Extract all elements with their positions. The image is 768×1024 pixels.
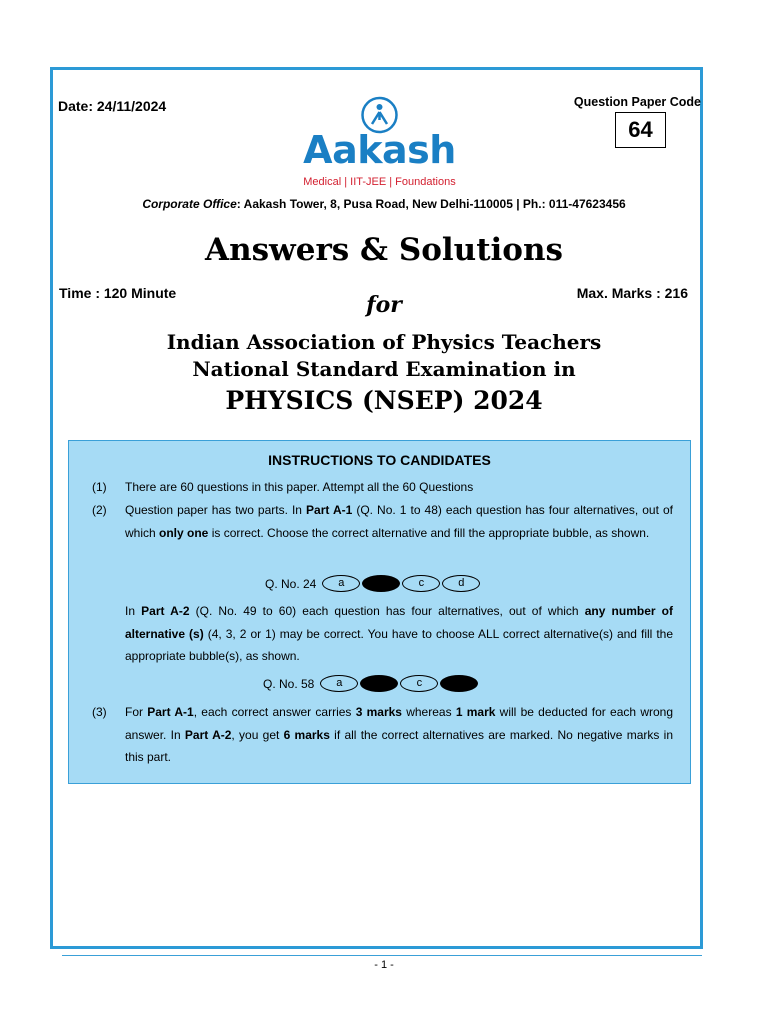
time-duration: Time : 120 Minute [59, 285, 177, 301]
exam-name: PHYSICS (NSEP) 2024 [225, 386, 543, 415]
bubble-a: a [320, 675, 358, 692]
page-title: Answers & Solutions [205, 232, 563, 268]
instructions-box [68, 440, 691, 784]
bubble-d: d [442, 575, 480, 592]
instructions-heading: INSTRUCTIONS TO CANDIDATES [268, 452, 491, 468]
organization-line-1: Indian Association of Physics Teachers [166, 330, 602, 354]
for-text: for [366, 292, 402, 318]
page-number: - 1 - [374, 959, 394, 971]
corporate-office [0, 197, 768, 211]
question-paper-code: 64 [615, 112, 666, 148]
instruction-1: There are 60 questions in this paper. Attempt all the 60 Questions [125, 480, 474, 494]
aakash-logo [298, 94, 461, 192]
example-q58 [263, 675, 478, 692]
question-paper-code-label: Question Paper Code [573, 95, 701, 109]
q24-label: Q. No. 24 [265, 576, 317, 591]
logo-wordmark: Aakash [303, 128, 456, 172]
instruction-number-3: (3) [92, 705, 107, 719]
bubble-b-filled [362, 575, 400, 592]
max-marks: Max. Marks : 216 [576, 285, 688, 301]
example-q24 [265, 575, 480, 592]
bubble-c: c [400, 675, 438, 692]
instruction-2: Question paper has two parts. In Part A-1 (Q. No. 1 to 48) each question has four alternatives, out of which only one is correct. Choose the correct alternative and fill the appropriate bubble, as shown. [125, 503, 673, 540]
organization-line-2: National Standard Examination in [192, 357, 576, 381]
instruction-number-2: (2) [92, 503, 107, 517]
corporate-office-label: Corporate Office [142, 197, 237, 211]
q58-label: Q. No. 58 [263, 676, 315, 691]
instruction-2b: In Part A-2 (Q. No. 49 to 60) each question has four alternatives, out of which any number of alternative (s) (4, 3, 2 or 1) may be correct. You have to choose ALL correct alternative(s) and fill the appropriate bubble(s), as shown. [125, 604, 674, 663]
corporate-office-address: : Aakash Tower, 8, Pusa Road, New Delhi-110005 | Ph.: 011-47623456 [236, 197, 626, 211]
bubble-a: a [322, 575, 360, 592]
bubble-b-filled [360, 675, 398, 692]
logo-tagline: Medical | IIT-JEE | Foundations [303, 176, 456, 188]
bubble-d-filled [440, 675, 478, 692]
footer-divider [62, 955, 702, 956]
instruction-3: For Part A-1, each correct answer carries 3 marks whereas 1 mark will be deducted for each wrong answer. In Part A-2, you get 6 marks if all the correct alternatives are marked. No negative marks in this part. [125, 705, 673, 764]
bubble-c: c [402, 575, 440, 592]
instruction-number-1: (1) [92, 480, 107, 494]
date: Date: 24/11/2024 [58, 98, 167, 114]
